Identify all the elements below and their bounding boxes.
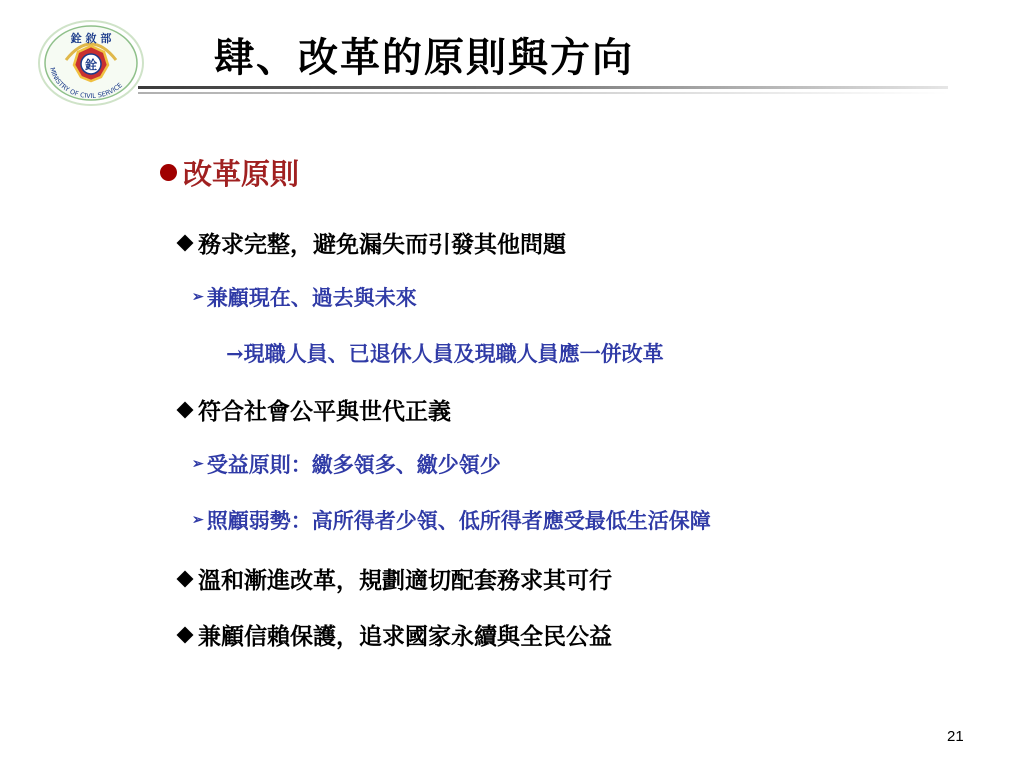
bullet-item — [176, 618, 612, 651]
section-heading — [160, 152, 299, 193]
sub-bullet-item — [192, 449, 501, 479]
bullet-item — [176, 393, 451, 426]
bullet-text: 符合社會公平與世代正義 — [198, 398, 451, 425]
title-divider — [138, 86, 948, 89]
diamond-bullet-icon — [177, 401, 194, 418]
round-bullet-icon — [160, 164, 177, 181]
page-number: 21 — [947, 728, 964, 745]
note-text: →現職人員、已退休人員及現職人員應一併改革 — [226, 341, 664, 366]
logo-center-text: 銓 — [84, 58, 98, 72]
section-heading-text: 改革原則 — [183, 157, 300, 191]
logo-top-text: 銓 敘 部 — [70, 32, 112, 45]
diamond-bullet-icon — [177, 570, 194, 587]
note-item — [226, 338, 664, 368]
diamond-bullet-icon — [177, 234, 194, 251]
arrowhead-bullet-icon: ➢ — [192, 456, 204, 472]
arrowhead-bullet-icon: ➢ — [192, 512, 204, 528]
title-divider-thin — [138, 92, 948, 94]
diamond-bullet-icon — [177, 626, 194, 643]
page-title: 肆、改革的原則與方向 — [214, 34, 634, 81]
ministry-logo — [36, 18, 146, 108]
bullet-text: 兼顧信賴保護，追求國家永續與全民公益 — [198, 623, 612, 650]
sub-bullet-text: 兼顧現在、過去與未來 — [206, 285, 417, 310]
bullet-item — [176, 226, 566, 259]
bullet-text: 溫和漸進改革，規劃適切配套務求其可行 — [198, 567, 612, 594]
sub-bullet-text: 受益原則：繳多領多、繳少領少 — [206, 452, 501, 477]
logo-ring-text: MINISTRY OF CIVIL SERVICE — [48, 66, 124, 101]
sub-bullet-item — [192, 282, 417, 312]
bullet-text: 務求完整，避免漏失而引發其他問題 — [198, 231, 566, 258]
arrowhead-bullet-icon: ➢ — [192, 289, 204, 305]
sub-bullet-text: 照顧弱勢：高所得者少領、低所得者應受最低生活保障 — [206, 508, 711, 533]
sub-bullet-item — [192, 505, 711, 535]
bullet-item — [176, 562, 612, 595]
